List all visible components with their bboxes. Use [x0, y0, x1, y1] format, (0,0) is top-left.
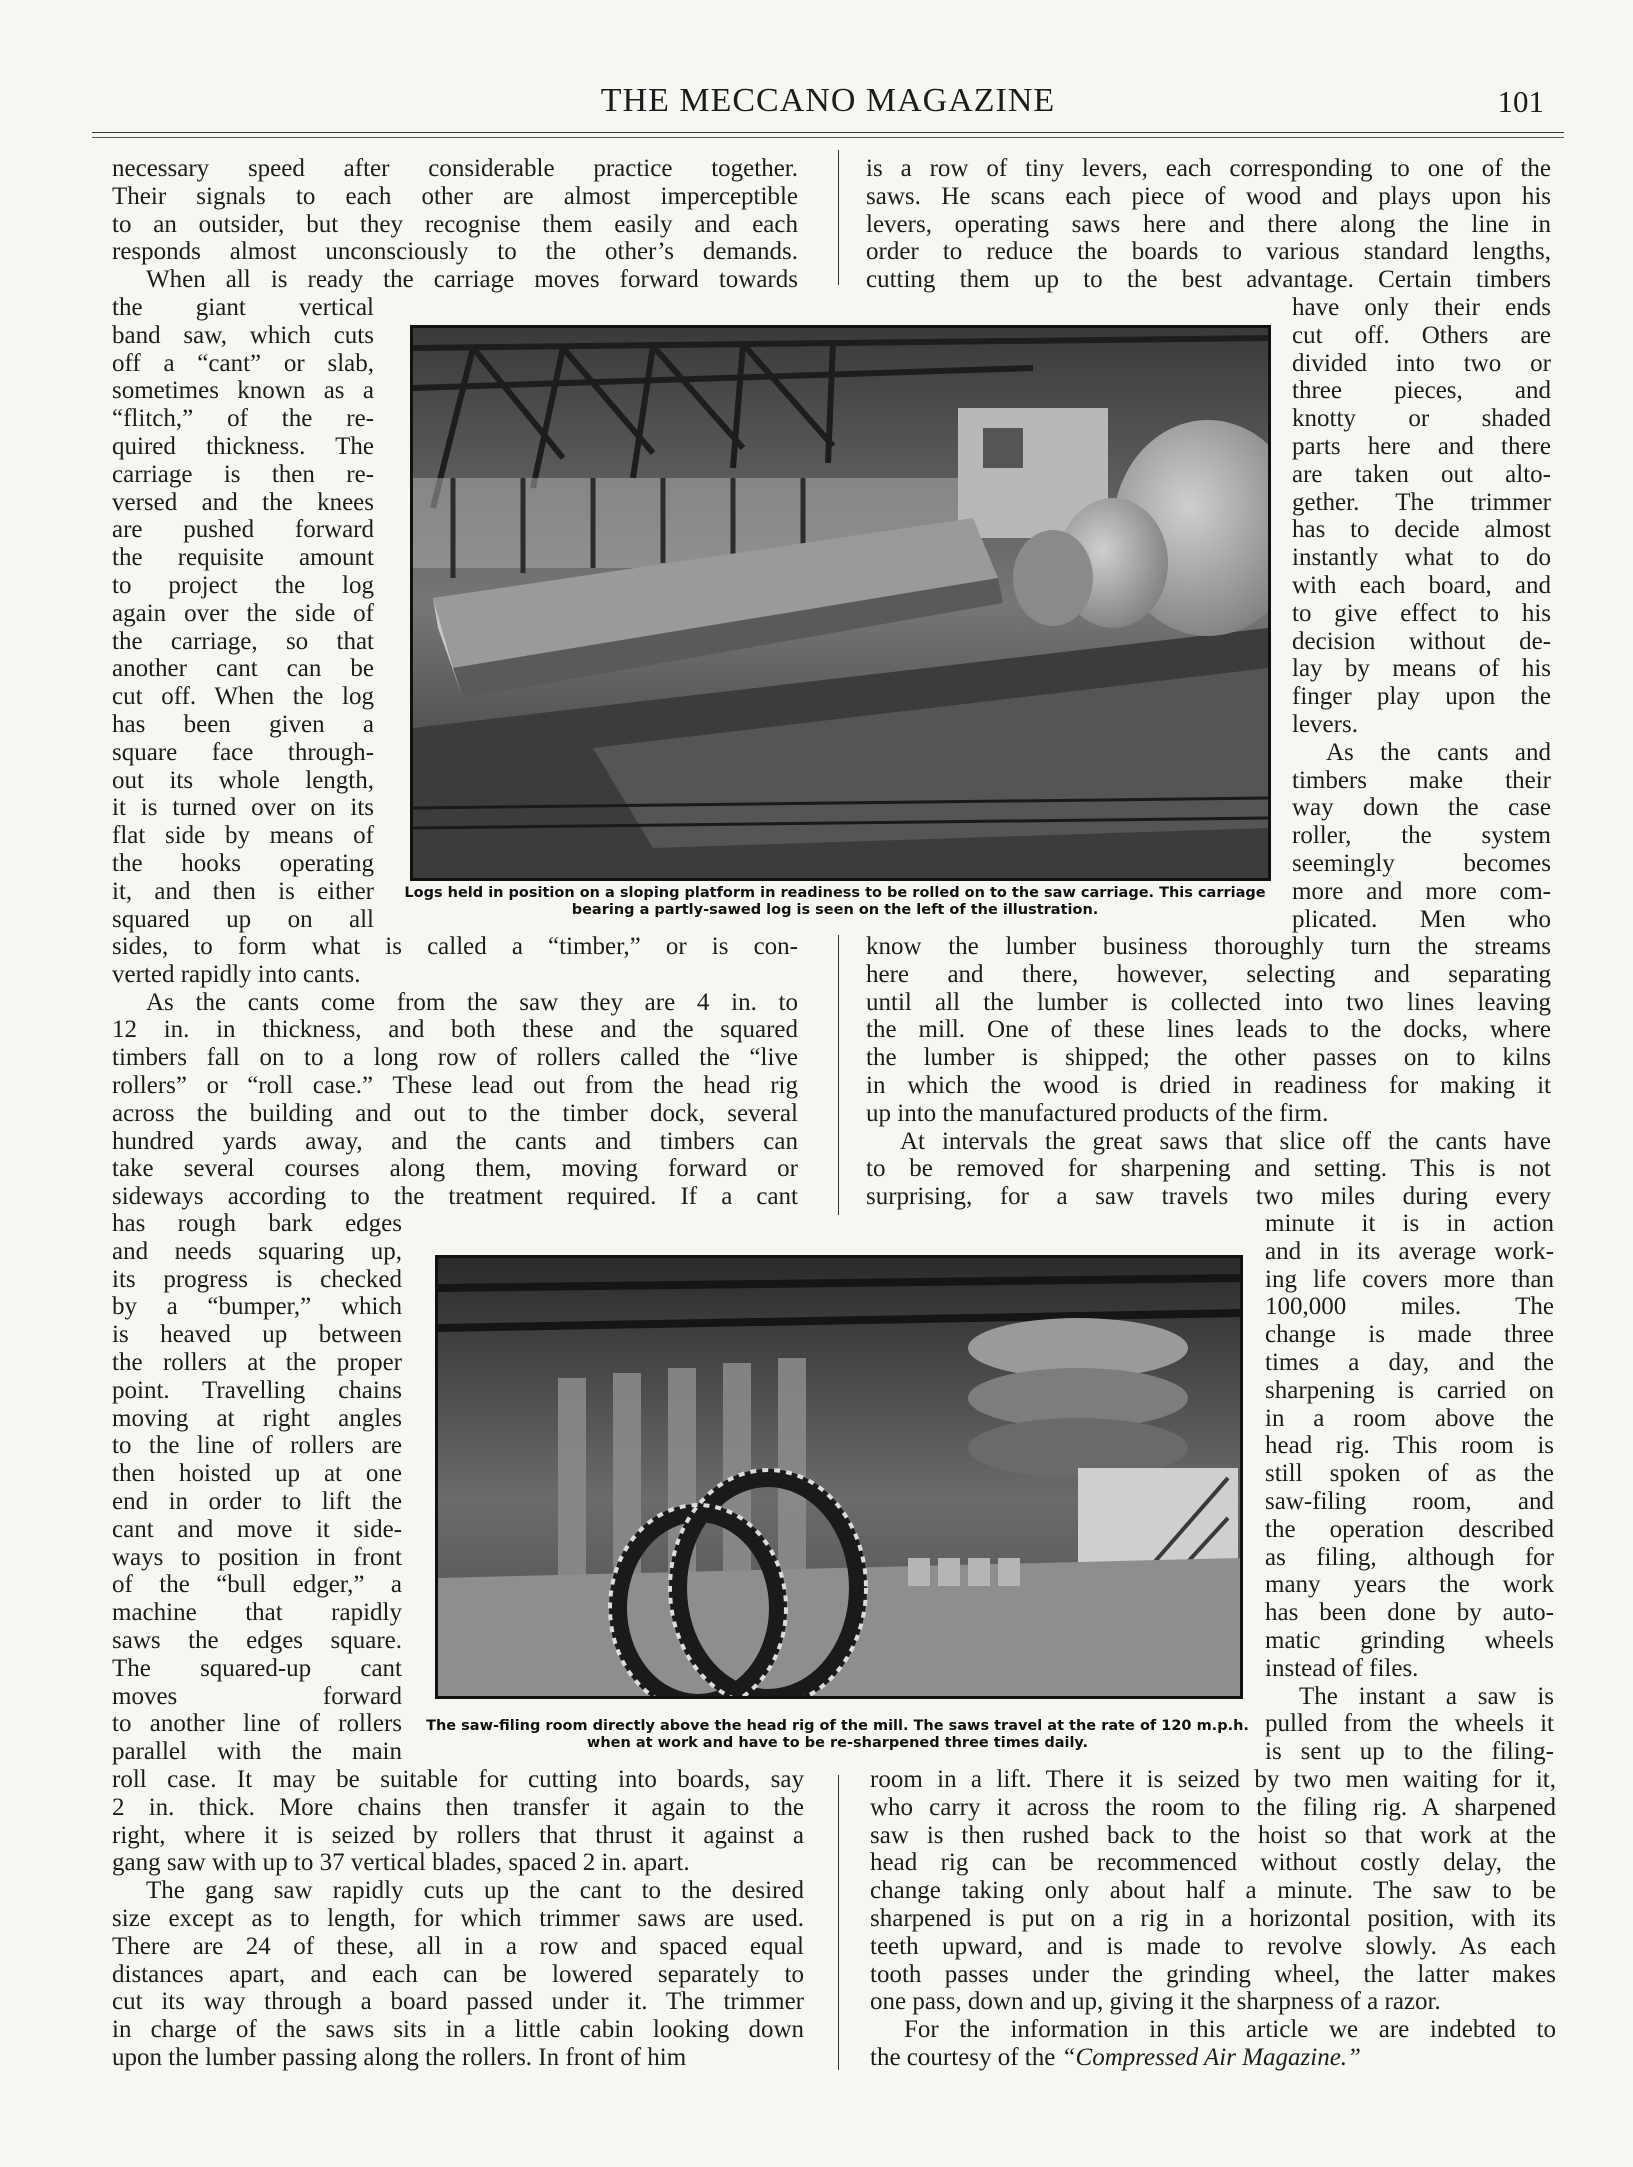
text-line: 12 in. in thickness, and both these and the squared — [112, 1016, 798, 1044]
text-line: another cant can be — [112, 655, 374, 683]
text-line: The gang saw rapidly cuts up the cant to the desired — [146, 1877, 804, 1905]
text-line: timbers fall on to a long row of rollers called the “live — [112, 1044, 798, 1072]
text-line: plicated. Men who — [1292, 905, 1551, 933]
text-line: surprising, for a saw travels two miles during every — [866, 1183, 1551, 1211]
text-line: change taking only about half a minute. The saw to be — [870, 1877, 1556, 1905]
column-divider-mid — [838, 935, 839, 1215]
text-line: instead of files. — [1265, 1654, 1419, 1682]
text-line: finger play upon the — [1292, 683, 1551, 711]
text-line: verted rapidly into cants. — [112, 960, 361, 988]
text-line: end in order to lift the — [112, 1487, 402, 1515]
left-column-wrap-2 — [112, 1210, 402, 1766]
text-line: the requisite amount — [112, 544, 374, 572]
text-line: necessary speed after considerable practice together. — [112, 155, 798, 182]
text-line: it is turned over on its — [112, 794, 374, 822]
text-line: cut off. When the log — [112, 683, 374, 711]
text-line: the operation described — [1265, 1515, 1554, 1543]
text-line: pulled from the wheels it — [1265, 1710, 1554, 1738]
text-line: timbers make their — [1292, 766, 1551, 794]
text-line: has rough bark edges — [112, 1210, 402, 1237]
text-line: tooth passes under the grinding wheel, the latter makes — [870, 1960, 1556, 1988]
text-line: is a row of tiny levers, each corresponding to one of the — [866, 155, 1551, 182]
text-line: the carriage, so that — [112, 627, 374, 655]
text-line: as filing, although for — [1265, 1543, 1554, 1571]
text-line: For the information in this article we are indebted to — [904, 2016, 1556, 2044]
text-line: take several courses along them, moving forward or — [112, 1155, 798, 1183]
text-line: As the cants and — [1326, 738, 1551, 766]
text-line: knotty or shaded — [1292, 405, 1551, 433]
source-magazine-title: “Compressed Air Magazine.” — [1061, 2043, 1361, 2071]
text-line: divided into two or — [1292, 349, 1551, 377]
text-line: out its whole length, — [112, 766, 374, 794]
text-line: and needs squaring up, — [112, 1237, 402, 1265]
text-line: teeth upward, and is made to revolve slowly. As each — [870, 1932, 1556, 1960]
figure-2-caption: The saw-filing room directly above the head rig of the mill. The saws travel at the rate of 120 m.p.h. when at work and have to be re-sharpened three times daily. — [426, 1718, 1249, 1751]
text-line: of the “bull edger,” a — [112, 1571, 402, 1599]
text-line: has been given a — [112, 710, 374, 738]
text-line: to an outsider, but they recognise them easily and each — [112, 210, 798, 238]
text-line: it, and then is either — [112, 877, 374, 905]
text-line: the mill. One of these lines leads to the docks, where — [866, 1016, 1551, 1044]
text-line: seemingly becomes — [1292, 849, 1551, 877]
right-column-wrap-2 — [1265, 1210, 1554, 1766]
text-line: times a day, and the — [1265, 1348, 1554, 1376]
text-line: 100,000 miles. The — [1265, 1293, 1554, 1321]
text-line: minute it is in action — [1265, 1210, 1554, 1237]
text-line: cutting them up to the best advantage. Certain timbers — [866, 266, 1551, 294]
text-line: At intervals the great saws that slice off the cants have — [900, 1127, 1551, 1155]
saw-filing-room-illustration — [438, 1258, 1240, 1696]
text-line: in a room above the — [1265, 1404, 1554, 1432]
text-line: moves forward — [112, 1682, 402, 1710]
text-line: carriage is then re- — [112, 460, 374, 488]
text-line: to give effect to his — [1292, 599, 1551, 627]
text-line: head rig can be recommenced without costly delay, the — [870, 1849, 1556, 1877]
text-line: roll case. It may be suitable for cutting into boards, say — [112, 1766, 804, 1793]
text-line: cant and move it side- — [112, 1515, 402, 1543]
left-column-wrap-1 — [112, 294, 374, 933]
text-line: levers, operating saws here and there along the line in — [866, 210, 1551, 238]
text-line: sharpening is carried on — [1265, 1376, 1554, 1404]
text-line: levers. — [1292, 710, 1358, 738]
text-line: square face through- — [112, 738, 374, 766]
text-line: know the lumber business thoroughly turn the streams — [866, 933, 1551, 960]
text-line: instantly what to do — [1292, 544, 1551, 572]
text-line: right, where it is seized by rollers that thrust it against a — [112, 1821, 804, 1849]
text-line: Their signals to each other are almost imperceptible — [112, 182, 798, 210]
log-platform-illustration — [413, 328, 1268, 878]
text-line: matic grinding wheels — [1265, 1626, 1554, 1654]
text-line: with each board, and — [1292, 571, 1551, 599]
text-line: parallel with the main — [112, 1738, 402, 1766]
text-line: has been done by auto- — [1265, 1599, 1554, 1627]
text-line: rollers” or “roll case.” These lead out from the head rig — [112, 1071, 798, 1099]
text-line: has to decide almost — [1292, 516, 1551, 544]
text-line: are taken out alto- — [1292, 460, 1551, 488]
text-line: saw is then rushed back to the hoist so that work at the — [870, 1821, 1556, 1849]
page-number: 101 — [1497, 84, 1544, 119]
text-line: by a “bumper,” which — [112, 1293, 402, 1321]
text-line: quired thickness. The — [112, 432, 374, 460]
text-line: in which the wood is dried in readiness for making it — [866, 1071, 1551, 1099]
text-line: the lumber is shipped; the other passes on to kilns — [866, 1044, 1551, 1072]
column-divider-top — [838, 150, 839, 285]
text-line: and in its average work- — [1265, 1237, 1554, 1265]
text-line: upon the lumber passing along the rollers. In front of him — [112, 2043, 687, 2071]
text-line: ing life covers more than — [1265, 1265, 1554, 1293]
text-line: to be removed for sharpening and setting. This is not — [866, 1155, 1551, 1183]
text-line: is sent up to the filing- — [1265, 1738, 1554, 1766]
text-line: across the building and out to the timber dock, several — [112, 1099, 798, 1127]
text-line: is heaved up between — [112, 1321, 402, 1349]
left-column-middle — [112, 933, 798, 1211]
text-line: who carry it across the room to the filing rig. A sharpened — [870, 1793, 1556, 1821]
magazine-title: THE MECCANO MAGAZINE — [600, 82, 1056, 119]
text-line: way down the case — [1292, 794, 1551, 822]
text-line: to the line of rollers are — [112, 1432, 402, 1460]
text-line: saws the edges square. — [112, 1626, 402, 1654]
running-header — [92, 82, 1564, 128]
text-line: machine that rapidly — [112, 1599, 402, 1627]
text-line: still spoken of as the — [1265, 1460, 1554, 1488]
text-line: the giant vertical — [112, 294, 374, 321]
text-line: off a “cant” or slab, — [112, 349, 374, 377]
text-line: to project the log — [112, 571, 374, 599]
text-line: “flitch,” of the re- — [112, 405, 374, 433]
column-divider-bottom — [838, 1775, 839, 2070]
right-column-top — [866, 155, 1551, 294]
text-line: point. Travelling chains — [112, 1376, 402, 1404]
text-line: many years the work — [1265, 1571, 1554, 1599]
text-line: the courtesy of the “Compressed Air Magazine.” — [870, 2043, 1361, 2071]
text-line: again over the side of — [112, 599, 374, 627]
text-line: room in a lift. There it is seized by two men waiting for it, — [870, 1766, 1556, 1793]
figure-1-caption: Logs held in position on a sloping platform in readiness to be rolled on to the saw carriage. This carriage bearing a partly-sawed log is seen on the left of the illustration. — [404, 885, 1266, 918]
right-column-wrap-1 — [1292, 294, 1551, 933]
header-rule — [92, 132, 1564, 133]
right-column-bottom — [870, 1766, 1556, 2072]
text-line: There are 24 of these, all in a row and spaced equal — [112, 1932, 804, 1960]
text-line: here and there, however, selecting and separating — [866, 960, 1551, 988]
text-line: cut off. Others are — [1292, 321, 1551, 349]
right-column-middle — [866, 933, 1551, 1211]
text-line: flat side by means of — [112, 822, 374, 850]
text-line: The instant a saw is — [1299, 1682, 1554, 1710]
text-line: have only their ends — [1292, 294, 1551, 321]
text-line: until all the lumber is collected into two lines leaving — [866, 988, 1551, 1016]
text-line: sides, to form what is called a “timber,” or is con- — [112, 933, 798, 960]
figure-log-platform-photo — [410, 325, 1271, 881]
text-line: As the cants come from the saw they are 4 in. to — [146, 988, 798, 1016]
text-line: head rig. This room is — [1265, 1432, 1554, 1460]
text-line: to another line of rollers — [112, 1710, 402, 1738]
text-line: sometimes known as a — [112, 377, 374, 405]
text-line: lay by means of his — [1292, 655, 1551, 683]
text-line: sharpened is put on a rig in a horizontal position, with its — [870, 1904, 1556, 1932]
text-line: 2 in. thick. More chains then transfer it again to the — [112, 1793, 804, 1821]
text-line: gether. The trimmer — [1292, 488, 1551, 516]
header-rule-thin — [92, 137, 1564, 138]
text-line: ways to position in front — [112, 1543, 402, 1571]
text-line: in charge of the saws sits in a little cabin looking down — [112, 2016, 804, 2044]
text-line: order to reduce the boards to various standard lengths, — [866, 238, 1551, 266]
text-line: hundred yards away, and the cants and timbers can — [112, 1127, 798, 1155]
text-line: distances apart, and each can be lowered separately to — [112, 1960, 804, 1988]
figure-saw-filing-room-photo — [435, 1255, 1243, 1699]
text-line: saw-filing room, and — [1265, 1487, 1554, 1515]
text-line: one pass, down and up, giving it the sharpness of a razor. — [870, 1988, 1441, 2016]
text-line: its progress is checked — [112, 1265, 402, 1293]
text-line: three pieces, and — [1292, 377, 1551, 405]
text-line: size except as to length, for which trimmer saws are used. — [112, 1904, 804, 1932]
text-line: gang saw with up to 37 vertical blades, spaced 2 in. apart. — [112, 1849, 690, 1877]
text-line: band saw, which cuts — [112, 321, 374, 349]
text-line: sideways according to the treatment required. If a cant — [112, 1183, 798, 1211]
text-line: then hoisted up at one — [112, 1460, 402, 1488]
text-line: saws. He scans each piece of wood and plays upon his — [866, 182, 1551, 210]
text-line: squared up on all — [112, 905, 374, 933]
text-line: roller, the system — [1292, 822, 1551, 850]
text-line: are pushed forward — [112, 516, 374, 544]
text-line: When all is ready the carriage moves forward towards — [146, 266, 798, 294]
text-line: responds almost unconsciously to the other’s demands. — [112, 238, 798, 266]
text-line: parts here and there — [1292, 432, 1551, 460]
text-line: the rollers at the proper — [112, 1348, 402, 1376]
text-line: change is made three — [1265, 1321, 1554, 1349]
left-column-bottom — [112, 1766, 804, 2072]
text-line: decision without de- — [1292, 627, 1551, 655]
text-line: the hooks operating — [112, 849, 374, 877]
left-column-top — [112, 155, 798, 294]
text-line: versed and the knees — [112, 488, 374, 516]
text-line: up into the manufactured products of the firm. — [866, 1099, 1329, 1127]
text-line: moving at right angles — [112, 1404, 402, 1432]
text-line: cut its way through a board passed under it. The trimmer — [112, 1988, 804, 2016]
text-line: more and more com- — [1292, 877, 1551, 905]
text-line: The squared-up cant — [112, 1654, 402, 1682]
